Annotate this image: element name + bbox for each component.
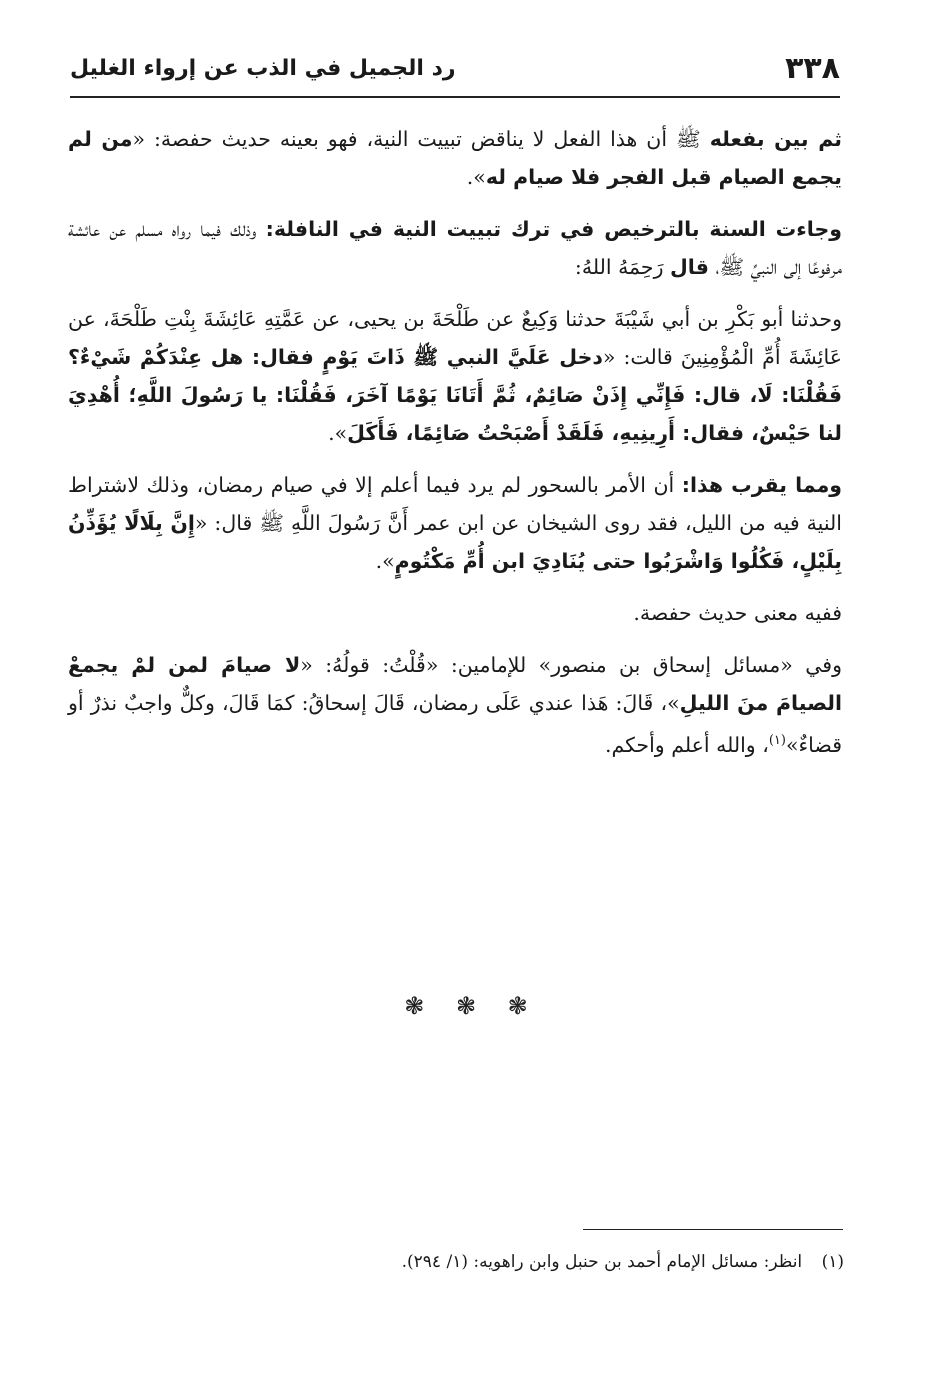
footnote-text: انظر: مسائل الإمام أحمد بن حنبل وابن راهويه: (١/ ٢٩٤). (401, 1252, 803, 1272)
paragraph-text: وحدثنا أبو بَكْرِ بن أبي شَيْبَةَ حدثنا وَكِيعٌ عن طَلْحَةَ بن يحيى، عن عَمَّتِهِ عَائِشَةَ بِنْتِ طَلْحَةَ، عن عَائِشَةَ أُمِّ الْمُؤْمِنِينَ قالت: « (68, 307, 842, 369)
page-number: ٣٣٨ (785, 50, 840, 86)
paragraph-text-end: ». (466, 165, 486, 189)
paragraph-text-end: رَحِمَهُ اللهُ: (574, 255, 670, 279)
paragraph-2 (68, 210, 842, 286)
hadith-quote: دخل عَلَيَّ النبي ﷺ ذَاتَ يَوْمٍ فقال: هل عِنْدَكُمْ شَيْءٌ؟ فَقُلْنَا: لَا، قال: فَإِنِّي إِذَنْ صَائِمٌ، ثُمَّ أَتَانَا يَوْمًا آخَرَ، فَقُلْنَا: يا رَسُولَ اللَّهِ؛ أُهْدِيَ لنا حَيْسٌ، فقال: أَرِينِيهِ، فَلَقَدْ أَصْبَحْتُ صَائِمًا، فَأَكَلَ (68, 345, 842, 445)
footnote-reference[interactable]: (١) (768, 733, 786, 748)
paragraph-5 (68, 594, 842, 632)
paragraph-text-end: ». (328, 421, 348, 445)
paragraph-text-mid: »، قَالَ: هَذا عندي عَلَى رمضان، قَالَ إسحاقُ: كمَا قَالَ، وكلٌّ واجبٌ نذرٌ أو قضاءٌ» (68, 691, 842, 757)
page-header (70, 40, 840, 96)
hadith-quote: لا صيامَ لمن لمْ يجمعْ الصيامَ منَ الليلِ (68, 653, 843, 715)
hadith-quote: إِنَّ بِلَالًا يُؤَذِّنُ بِلَيْلٍ، فَكُلُوا وَاشْرَبُوا حتى يُنَادِيَ ابن أُمِّ مَكْتُومٍ (68, 511, 842, 573)
header-rule (70, 96, 840, 98)
running-title: رد الجميل في الذب عن إرواء الغليل (70, 55, 456, 81)
body-text (68, 120, 842, 778)
paragraph-lead: وجاءت السنة بالترخيص في ترك تبييت النية في النافلة: (265, 217, 842, 241)
footnote-marker: (١) (821, 1252, 844, 1272)
paragraph-text: وفي «مسائل إسحاق بن منصور» للإمامين: «قُلْتُ: قولُهُ: « (300, 653, 843, 677)
paragraph-1 (68, 120, 842, 196)
paragraph-text: أن الأمر بالسحور لم يرد فيما أعلم إلا في صيام رمضان، وذلك لاشتراط النية فيه من الليل، فقد روى الشيخان عن ابن عمر أَنَّ رَسُولَ اللَّهِ ﷺ قال: « (68, 473, 842, 535)
paragraph-text-end: ، والله أعلم وأحكم. (604, 732, 769, 757)
hadith-quote: من لم يجمع الصيام قبل الفجر فلا صيام له (68, 127, 842, 189)
paragraph-6 (68, 646, 842, 764)
paragraph-bold: قال (670, 255, 709, 279)
paragraph-lead: ثم بين بفعله (709, 127, 842, 151)
paragraph-4 (68, 466, 842, 580)
paragraph-text: وذلك فيما رواه مسلم عن عائشة مرفوعًا إلى النبيِّ ﷺ، (68, 217, 842, 279)
footnote-rule (583, 1229, 843, 1230)
paragraph-3 (68, 300, 842, 452)
paragraph-lead: ومما يقرب هذا: (681, 473, 842, 497)
paragraph-text: ففيه معنى حديث حفصة. (633, 601, 842, 625)
paragraph-text-end: ». (375, 549, 395, 573)
footnote (200, 1248, 844, 1276)
section-separator: ❃ ❃ ❃ (404, 992, 540, 1020)
paragraph-text: ﷺ أن هذا الفعل لا يناقض تبييت النية، فهو بعينه حديث حفصة: « (132, 127, 701, 151)
